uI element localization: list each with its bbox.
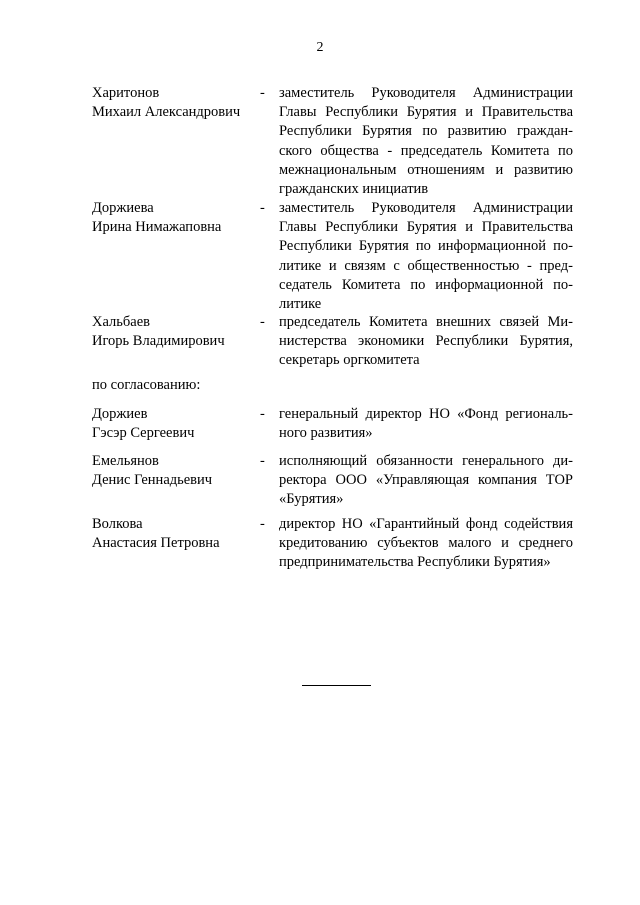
member-name [92,405,262,443]
member-surname: Емельянов [92,453,159,469]
closing-rule [302,685,371,686]
role-line: литике [279,296,322,313]
role-line: заместитель Руководителя Администрации [279,200,573,216]
member-name [92,84,262,122]
member-surname: Харитонов [92,85,160,101]
role-line: литике и связям с общественностью - пред- [279,257,573,274]
dash-separator: - [260,314,265,330]
page-number: 2 [316,40,324,55]
role-line: ного развития» [279,425,373,442]
agreement-label: по согласованию: [92,377,201,393]
member-surname: Доржиев [92,406,148,422]
role-line: кредитованию субъектов малого и среднего [279,535,573,552]
role-line: председатель Комитета внешних связей Ми- [279,314,573,330]
member-role [279,515,573,573]
role-line: предпринимательства Республики Бурятия» [279,554,551,571]
member-name [92,452,262,490]
dash-separator: - [260,453,265,469]
member-role [279,199,573,314]
dash-separator: - [260,406,265,422]
role-line: межнациональным отношениям и развитию [279,161,573,178]
role-line: исполняющий обязанности генерального ди- [279,453,573,469]
role-line: генеральный директор НО «Фонд региональ- [279,406,573,422]
member-given-names: Игорь Владимирович [92,333,225,350]
role-line: Главы Республики Бурятия и Правительства [279,104,573,121]
role-line: Республики Бурятия по информационной по- [279,238,573,255]
role-line: Республики Бурятия по развитию граждан- [279,123,573,140]
role-line: директор НО «Гарантийный фонд содействия [279,516,573,532]
role-line: нистерства экономики Республики Бурятия, [279,333,573,350]
member-surname: Хальбаев [92,314,150,330]
member-name [92,515,262,553]
role-line: ского общества - председатель Комитета по [279,142,573,159]
member-given-names: Денис Геннадьевич [92,472,213,489]
member-name [92,199,262,237]
member-given-names: Анастасия Петровна [92,535,220,552]
member-surname: Доржиева [92,200,154,216]
member-role [279,84,573,199]
role-line: заместитель Руководителя Администрации [279,85,573,101]
role-line: «Бурятия» [279,491,344,508]
member-role [279,313,573,371]
role-line: ректора ООО «Управляющая компания ТОР [279,472,573,489]
role-line: седатель Комитета по информационной по- [279,276,573,293]
role-line: гражданских инициатив [279,181,429,198]
member-role [279,405,573,443]
member-name [92,313,262,351]
role-line: Главы Республики Бурятия и Правительства [279,219,573,236]
member-given-names: Михаил Александрович [92,104,241,121]
member-given-names: Гэсэр Сергеевич [92,425,195,442]
member-given-names: Ирина Нимажаповна [92,219,222,236]
member-role [279,452,573,510]
dash-separator: - [260,85,265,101]
dash-separator: - [260,200,265,216]
role-line: секретарь оргкомитета [279,352,420,369]
dash-separator: - [260,516,265,532]
member-surname: Волкова [92,516,143,532]
